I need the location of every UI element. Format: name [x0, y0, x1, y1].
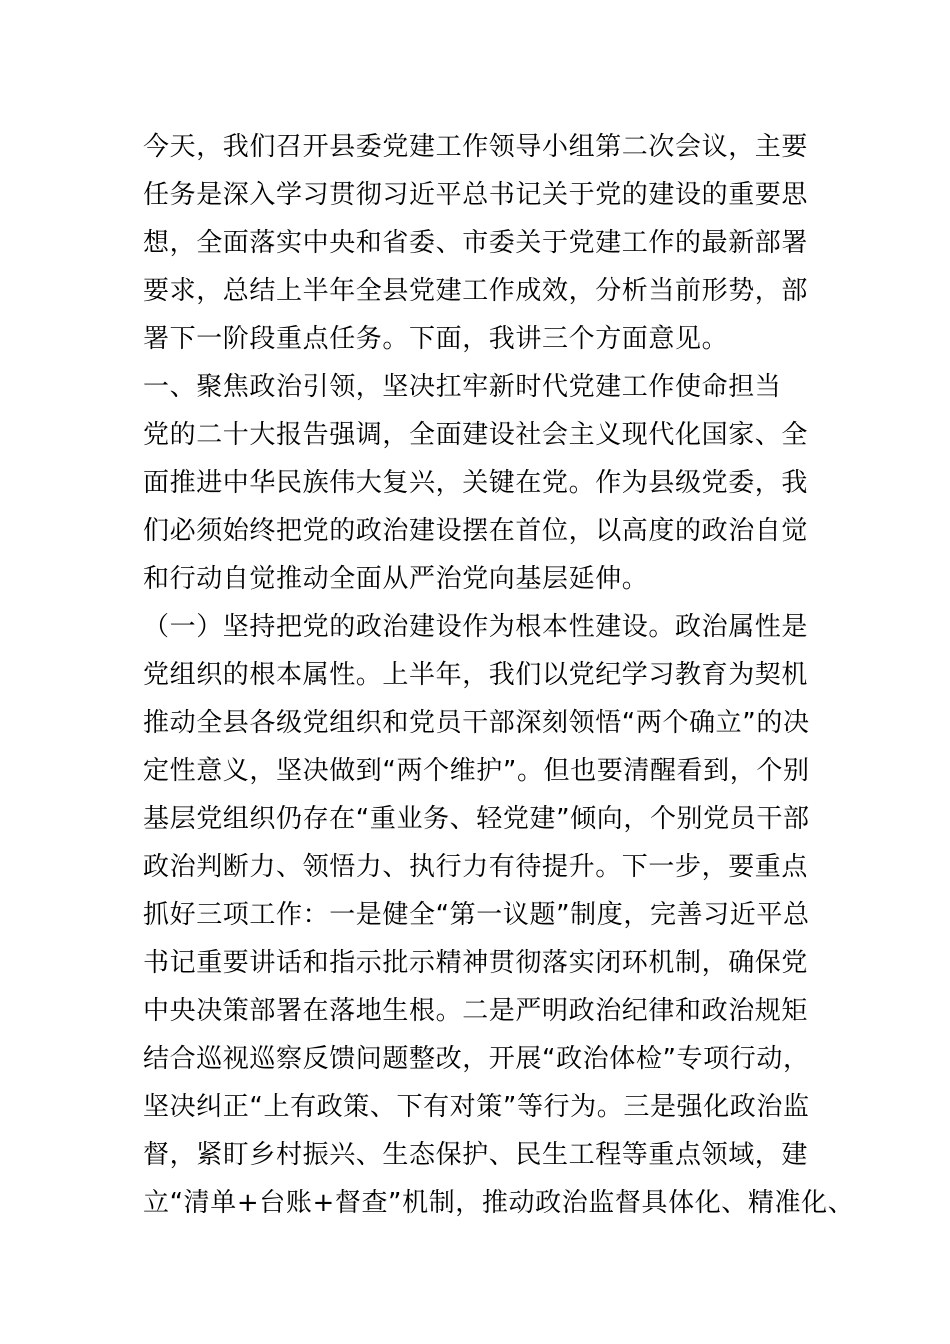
document-body [143, 123, 855, 1227]
text-line: 中央决策部署在落地生根。二是严明政治纪律和政治规矩 [143, 996, 809, 1026]
text-line: 想，全面落实中央和省委、市委关于党建工作的最新部署 [143, 228, 809, 258]
text-line: 政治判断力、领悟力、执行力有待提升。下一步，要重点 [143, 852, 809, 882]
text-line: 署下一阶段重点任务。下面，我讲三个方面意见。 [143, 324, 729, 354]
text-line: 抓好三项工作：一是健全“第一议题”制度，完善习近平总 [143, 900, 810, 930]
text-line: 督，紧盯乡村振兴、生态保护、民生工程等重点领域，建 [143, 1140, 809, 1170]
text-line: 和行动自觉推动全面从严治党向基层延伸。 [143, 564, 649, 594]
text-line: 坚决纠正“上有政策、下有对策”等行为。三是强化政治监 [143, 1092, 810, 1122]
text-line: 立“清单+台账+督查”机制，推动政治监督具体化、精准化、 [143, 1188, 855, 1218]
subsection-heading-line: （一）坚持把党的政治建设作为根本性建设。政治属性是 [143, 612, 809, 642]
text-line: 党的二十大报告强调，全面建设社会主义现代化国家、全 [143, 420, 809, 450]
text-line: 推动全县各级党组织和党员干部深刻领悟“两个确立”的决 [143, 708, 810, 738]
text-line: 们必须始终把党的政治建设摆在首位，以高度的政治自觉 [143, 516, 809, 546]
text-line: 党组织的根本属性。上半年，我们以党纪学习教育为契机 [143, 660, 809, 690]
text-line: 面推进中华民族伟大复兴，关键在党。作为县级党委，我 [143, 468, 809, 498]
text-line: 要求，总结上半年全县党建工作成效，分析当前形势，部 [143, 276, 809, 306]
text-line: 今天，我们召开县委党建工作领导小组第二次会议，主要 [143, 132, 809, 162]
text-line: 任务是深入学习贯彻习近平总书记关于党的建设的重要思 [143, 180, 809, 210]
text-line: 基层党组织仍存在“重业务、轻党建”倾向，个别党员干部 [143, 804, 810, 834]
text-line: 定性意义，坚决做到“两个维护”。但也要清醒看到，个别 [143, 756, 810, 786]
section-heading: 一、聚焦政治引领，坚决扛牢新时代党建工作使命担当 [143, 372, 782, 402]
text-line: 结合巡视巡察反馈问题整改，开展“政治体检”专项行动， [143, 1044, 810, 1074]
text-line: 书记重要讲话和指示批示精神贯彻落实闭环机制，确保党 [143, 948, 809, 978]
